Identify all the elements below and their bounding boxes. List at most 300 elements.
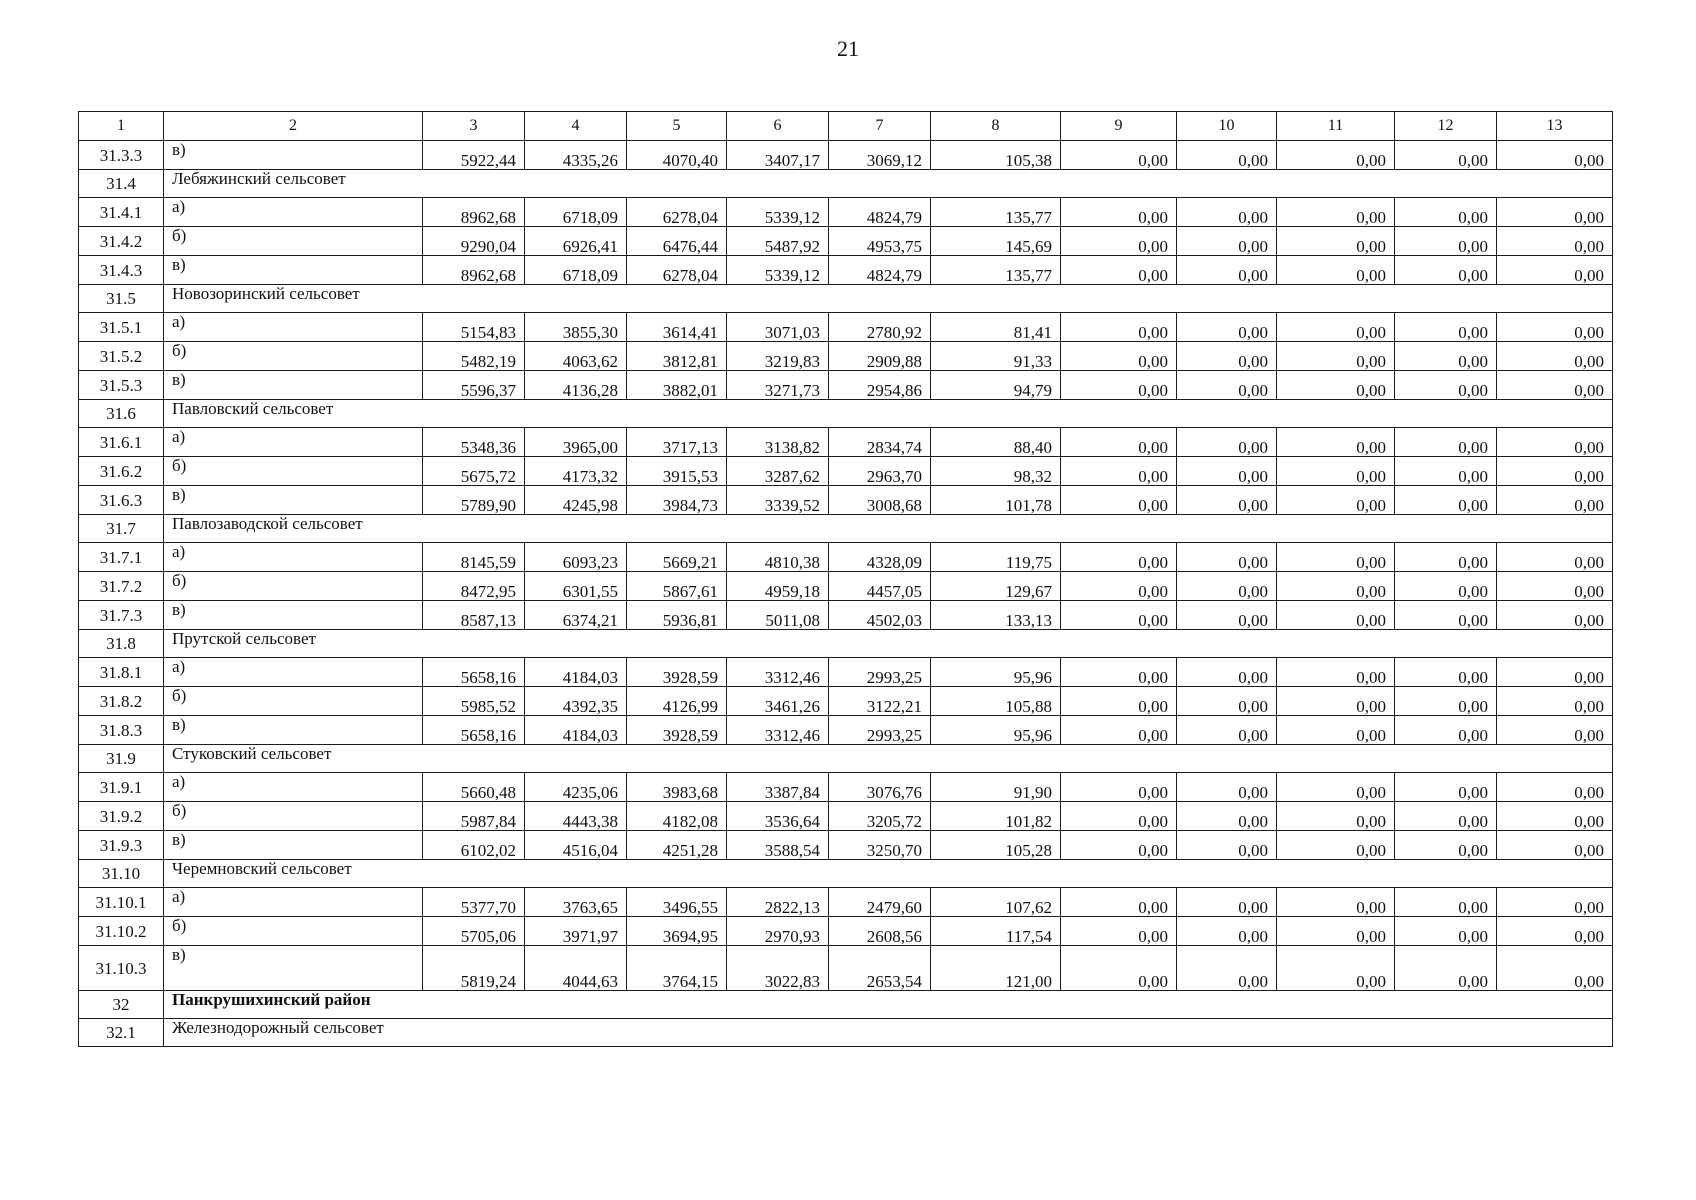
value-cell: 4810,38 [727,543,829,572]
value-cell: 0,00 [1277,946,1395,991]
value-cell: 0,00 [1177,342,1277,371]
row-index: 31.5 [79,285,164,313]
value-cell: 5819,24 [423,946,525,991]
value-cell: 0,00 [1395,572,1497,601]
value-cell: 6926,41 [525,227,627,256]
section-row [79,170,1613,198]
value-cell: 119,75 [931,543,1061,572]
value-cell: 81,41 [931,313,1061,342]
value-cell: 6374,21 [525,601,627,630]
value-cell: 0,00 [1277,773,1395,802]
value-cell: 3614,41 [627,313,727,342]
value-cell: 2608,56 [829,917,931,946]
value-cell: 0,00 [1497,371,1613,400]
value-cell: 0,00 [1061,687,1177,716]
value-cell: 5339,12 [727,198,829,227]
row-index: 31.7.1 [79,543,164,572]
row-index: 31.6.1 [79,428,164,457]
table-row [79,428,1613,457]
value-cell: 5867,61 [627,572,727,601]
row-label: в) [164,601,423,630]
value-cell: 3071,03 [727,313,829,342]
value-cell: 5482,19 [423,342,525,371]
value-cell: 4457,05 [829,572,931,601]
value-cell: 0,00 [1497,486,1613,515]
value-cell: 98,32 [931,457,1061,486]
row-index: 31.10.2 [79,917,164,946]
value-cell: 0,00 [1061,457,1177,486]
row-index: 31.4.3 [79,256,164,285]
row-index: 31.9.1 [79,773,164,802]
value-cell: 3250,70 [829,831,931,860]
value-cell: 3812,81 [627,342,727,371]
row-index: 31.10.3 [79,946,164,991]
value-cell: 0,00 [1395,486,1497,515]
value-cell: 0,00 [1497,457,1613,486]
value-cell: 0,00 [1497,601,1613,630]
value-cell: 0,00 [1277,371,1395,400]
table-row [79,371,1613,400]
value-cell: 5985,52 [423,687,525,716]
value-cell: 0,00 [1497,141,1613,170]
value-cell: 4443,38 [525,802,627,831]
value-cell: 0,00 [1177,141,1277,170]
row-index: 31.8.3 [79,716,164,745]
section-title: Павлозаводской сельсовет [164,515,1613,543]
value-cell: 0,00 [1177,917,1277,946]
value-cell: 5658,16 [423,658,525,687]
value-cell: 0,00 [1277,313,1395,342]
row-index: 31.8 [79,630,164,658]
row-index: 32 [79,991,164,1019]
row-index: 31.5.1 [79,313,164,342]
value-cell: 5936,81 [627,601,727,630]
value-cell: 2993,25 [829,716,931,745]
value-cell: 4044,63 [525,946,627,991]
value-cell: 4136,28 [525,371,627,400]
row-label: б) [164,457,423,486]
section-title: Новозоринский сельсовет [164,285,1613,313]
value-cell: 117,54 [931,917,1061,946]
row-index: 31.4 [79,170,164,198]
value-cell: 9290,04 [423,227,525,256]
column-header: 9 [1061,112,1177,141]
value-cell: 0,00 [1277,428,1395,457]
value-cell: 0,00 [1395,946,1497,991]
value-cell: 4182,08 [627,802,727,831]
value-cell: 0,00 [1277,687,1395,716]
page-number: 21 [837,36,859,61]
value-cell: 0,00 [1497,773,1613,802]
value-cell: 5154,83 [423,313,525,342]
row-label: а) [164,543,423,572]
value-cell: 2954,86 [829,371,931,400]
value-cell: 5339,12 [727,256,829,285]
value-cell: 0,00 [1177,457,1277,486]
column-header: 5 [627,112,727,141]
value-cell: 0,00 [1497,227,1613,256]
value-cell: 3287,62 [727,457,829,486]
column-header: 2 [164,112,423,141]
value-cell: 8472,95 [423,572,525,601]
value-cell: 0,00 [1277,888,1395,917]
value-cell: 5660,48 [423,773,525,802]
value-cell: 0,00 [1061,256,1177,285]
table-body [79,112,1613,1047]
value-cell: 3965,00 [525,428,627,457]
value-cell: 3219,83 [727,342,829,371]
value-cell: 0,00 [1395,716,1497,745]
section-title: Железнодорожный сельсовет [164,1019,1613,1047]
row-index: 32.1 [79,1019,164,1047]
value-cell: 0,00 [1277,543,1395,572]
value-cell: 4063,62 [525,342,627,371]
row-label: в) [164,831,423,860]
value-cell: 0,00 [1277,342,1395,371]
table-row [79,342,1613,371]
table-row [79,256,1613,285]
section-title: Черемновский сельсовет [164,860,1613,888]
row-index: 31.8.1 [79,658,164,687]
value-cell: 95,96 [931,716,1061,745]
value-cell: 4502,03 [829,601,931,630]
value-cell: 0,00 [1061,486,1177,515]
value-cell: 0,00 [1277,601,1395,630]
value-cell: 91,90 [931,773,1061,802]
row-index: 31.10 [79,860,164,888]
table-row [79,543,1613,572]
value-cell: 2780,92 [829,313,931,342]
value-cell: 3915,53 [627,457,727,486]
value-cell: 0,00 [1177,601,1277,630]
value-cell: 3122,21 [829,687,931,716]
section-row [79,1019,1613,1047]
row-index: 31.7.3 [79,601,164,630]
row-label: б) [164,572,423,601]
value-cell: 0,00 [1395,543,1497,572]
value-cell: 0,00 [1497,658,1613,687]
section-title: Павловский сельсовет [164,400,1613,428]
value-cell: 0,00 [1277,457,1395,486]
column-header: 3 [423,112,525,141]
value-cell: 0,00 [1277,256,1395,285]
row-label: в) [164,371,423,400]
value-cell: 4328,09 [829,543,931,572]
row-label: б) [164,342,423,371]
row-label: а) [164,428,423,457]
row-index: 31.5.3 [79,371,164,400]
value-cell: 4184,03 [525,658,627,687]
column-header: 4 [525,112,627,141]
value-cell: 0,00 [1177,946,1277,991]
value-cell: 0,00 [1177,256,1277,285]
value-cell: 4824,79 [829,198,931,227]
table-row [79,716,1613,745]
value-cell: 8962,68 [423,198,525,227]
value-cell: 3022,83 [727,946,829,991]
row-label: а) [164,773,423,802]
header-row [79,112,1613,141]
value-cell: 3928,59 [627,658,727,687]
value-cell: 5789,90 [423,486,525,515]
value-cell: 0,00 [1177,802,1277,831]
section-title: Прутской сельсовет [164,630,1613,658]
row-label: б) [164,802,423,831]
value-cell: 4245,98 [525,486,627,515]
value-cell: 0,00 [1061,227,1177,256]
value-cell: 2963,70 [829,457,931,486]
value-cell: 0,00 [1395,428,1497,457]
value-cell: 101,78 [931,486,1061,515]
value-cell: 0,00 [1277,572,1395,601]
row-index: 31.6 [79,400,164,428]
row-index: 31.5.2 [79,342,164,371]
table-row [79,773,1613,802]
value-cell: 6093,23 [525,543,627,572]
value-cell: 6476,44 [627,227,727,256]
row-index: 31.7.2 [79,572,164,601]
value-cell: 0,00 [1177,543,1277,572]
value-cell: 0,00 [1061,141,1177,170]
value-cell: 0,00 [1177,428,1277,457]
value-cell: 0,00 [1061,198,1177,227]
value-cell: 101,82 [931,802,1061,831]
value-cell: 0,00 [1497,342,1613,371]
value-cell: 0,00 [1395,888,1497,917]
value-cell: 0,00 [1177,572,1277,601]
value-cell: 3496,55 [627,888,727,917]
value-cell: 6301,55 [525,572,627,601]
row-label: а) [164,198,423,227]
row-label: в) [164,141,423,170]
section-title: Панкрушихинский район [164,991,1613,1019]
data-table [78,111,1613,1047]
value-cell: 0,00 [1061,917,1177,946]
value-cell: 3764,15 [627,946,727,991]
value-cell: 3763,65 [525,888,627,917]
value-cell: 3387,84 [727,773,829,802]
value-cell: 3076,76 [829,773,931,802]
section-row [79,515,1613,543]
value-cell: 107,62 [931,888,1061,917]
row-index: 31.9.3 [79,831,164,860]
value-cell: 2822,13 [727,888,829,917]
value-cell: 135,77 [931,198,1061,227]
value-cell: 0,00 [1395,773,1497,802]
value-cell: 6718,09 [525,198,627,227]
value-cell: 0,00 [1061,831,1177,860]
value-cell: 95,96 [931,658,1061,687]
column-header: 13 [1497,112,1613,141]
value-cell: 3461,26 [727,687,829,716]
value-cell: 88,40 [931,428,1061,457]
value-cell: 0,00 [1177,658,1277,687]
value-cell: 0,00 [1277,198,1395,227]
table-row [79,658,1613,687]
value-cell: 3205,72 [829,802,931,831]
value-cell: 145,69 [931,227,1061,256]
value-cell: 4335,26 [525,141,627,170]
value-cell: 0,00 [1277,227,1395,256]
row-label: а) [164,313,423,342]
value-cell: 4959,18 [727,572,829,601]
value-cell: 0,00 [1497,946,1613,991]
value-cell: 5987,84 [423,802,525,831]
value-cell: 3882,01 [627,371,727,400]
value-cell: 0,00 [1177,371,1277,400]
value-cell: 0,00 [1395,313,1497,342]
row-label: а) [164,888,423,917]
value-cell: 2909,88 [829,342,931,371]
value-cell: 105,88 [931,687,1061,716]
value-cell: 2993,25 [829,658,931,687]
value-cell: 0,00 [1061,371,1177,400]
value-cell: 0,00 [1395,658,1497,687]
value-cell: 0,00 [1061,802,1177,831]
value-cell: 4251,28 [627,831,727,860]
value-cell: 4184,03 [525,716,627,745]
table-row [79,227,1613,256]
table-row [79,601,1613,630]
value-cell: 3138,82 [727,428,829,457]
value-cell: 4516,04 [525,831,627,860]
value-cell: 3984,73 [627,486,727,515]
section-row [79,745,1613,773]
value-cell: 0,00 [1177,716,1277,745]
row-index: 31.3.3 [79,141,164,170]
row-index: 31.7 [79,515,164,543]
value-cell: 0,00 [1395,831,1497,860]
value-cell: 91,33 [931,342,1061,371]
table-row [79,888,1613,917]
value-cell: 0,00 [1277,917,1395,946]
value-cell: 0,00 [1061,773,1177,802]
section-row [79,285,1613,313]
value-cell: 8145,59 [423,543,525,572]
row-index: 31.10.1 [79,888,164,917]
column-header: 6 [727,112,829,141]
value-cell: 3339,52 [727,486,829,515]
value-cell: 3536,64 [727,802,829,831]
value-cell: 0,00 [1395,802,1497,831]
row-label: в) [164,486,423,515]
value-cell: 0,00 [1277,658,1395,687]
value-cell: 0,00 [1177,831,1277,860]
value-cell: 0,00 [1395,601,1497,630]
row-index: 31.4.1 [79,198,164,227]
value-cell: 0,00 [1061,601,1177,630]
section-row [79,860,1613,888]
value-cell: 0,00 [1277,141,1395,170]
value-cell: 2970,93 [727,917,829,946]
table-row [79,802,1613,831]
value-cell: 2653,54 [829,946,931,991]
value-cell: 3312,46 [727,658,829,687]
value-cell: 0,00 [1061,946,1177,991]
value-cell: 3717,13 [627,428,727,457]
value-cell: 0,00 [1395,256,1497,285]
value-cell: 3588,54 [727,831,829,860]
value-cell: 0,00 [1395,227,1497,256]
value-cell: 2479,60 [829,888,931,917]
value-cell: 0,00 [1497,831,1613,860]
table-row [79,141,1613,170]
value-cell: 0,00 [1395,342,1497,371]
value-cell: 0,00 [1061,313,1177,342]
value-cell: 0,00 [1061,428,1177,457]
value-cell: 0,00 [1395,457,1497,486]
value-cell: 5658,16 [423,716,525,745]
value-cell: 0,00 [1177,888,1277,917]
column-header: 8 [931,112,1061,141]
section-title: Стуковский сельсовет [164,745,1613,773]
table-row [79,486,1613,515]
value-cell: 3271,73 [727,371,829,400]
section-row [79,400,1613,428]
value-cell: 6278,04 [627,256,727,285]
value-cell: 105,28 [931,831,1061,860]
value-cell: 0,00 [1395,917,1497,946]
value-cell: 0,00 [1177,227,1277,256]
value-cell: 4824,79 [829,256,931,285]
row-index: 31.4.2 [79,227,164,256]
value-cell: 5487,92 [727,227,829,256]
table-row [79,313,1613,342]
value-cell: 0,00 [1395,198,1497,227]
section-row [79,991,1613,1019]
value-cell: 0,00 [1177,773,1277,802]
value-cell: 0,00 [1177,313,1277,342]
value-cell: 0,00 [1497,572,1613,601]
table-row [79,687,1613,716]
row-label: б) [164,227,423,256]
value-cell: 0,00 [1497,888,1613,917]
value-cell: 4070,40 [627,141,727,170]
value-cell: 0,00 [1497,687,1613,716]
value-cell: 0,00 [1497,802,1613,831]
value-cell: 3069,12 [829,141,931,170]
value-cell: 3008,68 [829,486,931,515]
row-index: 31.6.2 [79,457,164,486]
table-row [79,198,1613,227]
value-cell: 5922,44 [423,141,525,170]
table-row [79,917,1613,946]
section-title: Лебяжинский сельсовет [164,170,1613,198]
value-cell: 0,00 [1277,716,1395,745]
value-cell: 3855,30 [525,313,627,342]
value-cell: 8962,68 [423,256,525,285]
value-cell: 5377,70 [423,888,525,917]
column-header: 1 [79,112,164,141]
row-label: в) [164,716,423,745]
value-cell: 5348,36 [423,428,525,457]
value-cell: 5596,37 [423,371,525,400]
row-label: а) [164,658,423,687]
table-row [79,457,1613,486]
value-cell: 0,00 [1395,141,1497,170]
value-cell: 0,00 [1061,888,1177,917]
value-cell: 0,00 [1061,342,1177,371]
value-cell: 6102,02 [423,831,525,860]
value-cell: 0,00 [1177,486,1277,515]
table-row [79,946,1613,991]
row-label: б) [164,917,423,946]
value-cell: 6718,09 [525,256,627,285]
table-row [79,572,1613,601]
value-cell: 4953,75 [829,227,931,256]
value-cell: 0,00 [1497,917,1613,946]
value-cell: 0,00 [1061,543,1177,572]
